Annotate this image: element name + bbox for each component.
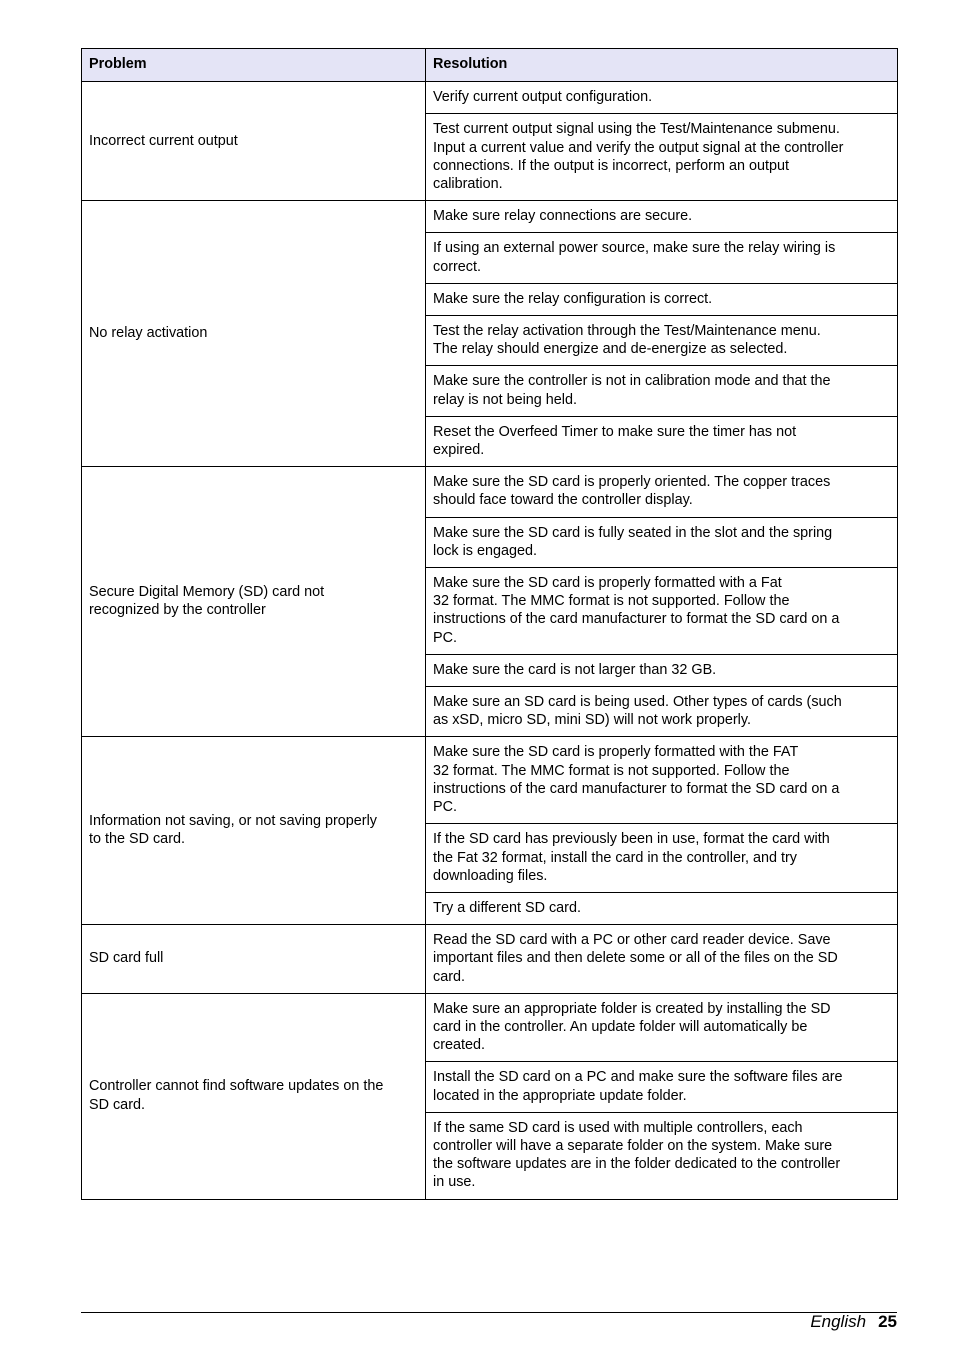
footer-divider (81, 1312, 897, 1313)
table-header-row (82, 49, 898, 82)
troubleshooting-table (81, 48, 898, 1200)
resolution-cell: Try a different SD card. (426, 892, 898, 924)
resolution-cell: Make sure the card is not larger than 32 GB. (426, 654, 898, 686)
problem-cell: Controller cannot find software updates on the SD card. (82, 993, 426, 1199)
resolution-cell: Reset the Overfeed Timer to make sure the timer has not expired. (426, 416, 898, 466)
resolution-cell: Test the relay activation through the Test/Maintenance menu. The relay should energize and de-energize as selected. (426, 316, 898, 366)
resolution-cell: Verify current output configuration. (426, 82, 898, 114)
table-body (82, 82, 898, 1199)
problem-cell: Information not saving, or not saving properly to the SD card. (82, 737, 426, 925)
resolution-cell: Test current output signal using the Test/Maintenance submenu. Input a current value and verify the output signal at the controller connections. If the output is incorrect, perform an output calibration. (426, 114, 898, 201)
resolution-cell: Install the SD card on a PC and make sure the software files are located in the appropriate update folder. (426, 1062, 898, 1112)
table-row (82, 737, 898, 824)
resolution-cell: Make sure an SD card is being used. Other types of cards (such as xSD, micro SD, mini SD) will not work properly. (426, 687, 898, 737)
resolution-cell: Make sure the SD card is properly formatted with the FAT 32 format. The MMC format is not supported. Follow the instructions of the card manufacturer to format the SD card on a PC. (426, 737, 898, 824)
resolution-column-header: Resolution (426, 49, 898, 82)
problem-column-header: Problem (82, 49, 426, 82)
page-number: 25 (878, 1312, 897, 1331)
resolution-cell: Make sure relay connections are secure. (426, 201, 898, 233)
footer-language: English (810, 1312, 867, 1331)
resolution-cell: Read the SD card with a PC or other card reader device. Save important files and then delete some or all of the files on the SD card. (426, 925, 898, 994)
problem-cell: Incorrect current output (82, 82, 426, 201)
resolution-cell: Make sure the SD card is properly formatted with a Fat 32 format. The MMC format is not supported. Follow the instructions of the card manufacturer to format the SD card on a PC. (426, 568, 898, 655)
problem-cell: SD card full (82, 925, 426, 994)
problem-cell: No relay activation (82, 201, 426, 467)
resolution-cell: Make sure the SD card is properly oriented. The copper traces should face toward the controller display. (426, 467, 898, 517)
problem-cell: Secure Digital Memory (SD) card not recognized by the controller (82, 467, 426, 737)
resolution-cell: Make sure the controller is not in calibration mode and that the relay is not being held. (426, 366, 898, 416)
page-footer (810, 1311, 897, 1333)
table-row (82, 993, 898, 1062)
table-row (82, 201, 898, 233)
resolution-cell: Make sure the SD card is fully seated in the slot and the spring lock is engaged. (426, 517, 898, 567)
resolution-cell: If using an external power source, make sure the relay wiring is correct. (426, 233, 898, 283)
table-row (82, 925, 898, 994)
resolution-cell: If the same SD card is used with multiple controllers, each controller will have a separate folder on the system. Make sure the software updates are in the folder dedicated to the controller in use. (426, 1112, 898, 1199)
resolution-cell: Make sure the relay configuration is correct. (426, 283, 898, 315)
resolution-cell: If the SD card has previously been in use, format the card with the Fat 32 format, install the card in the controller, and try downloading files. (426, 824, 898, 893)
resolution-cell: Make sure an appropriate folder is created by installing the SD card in the controller. An update folder will automatically be created. (426, 993, 898, 1062)
table-row (82, 467, 898, 517)
table-row (82, 82, 898, 114)
